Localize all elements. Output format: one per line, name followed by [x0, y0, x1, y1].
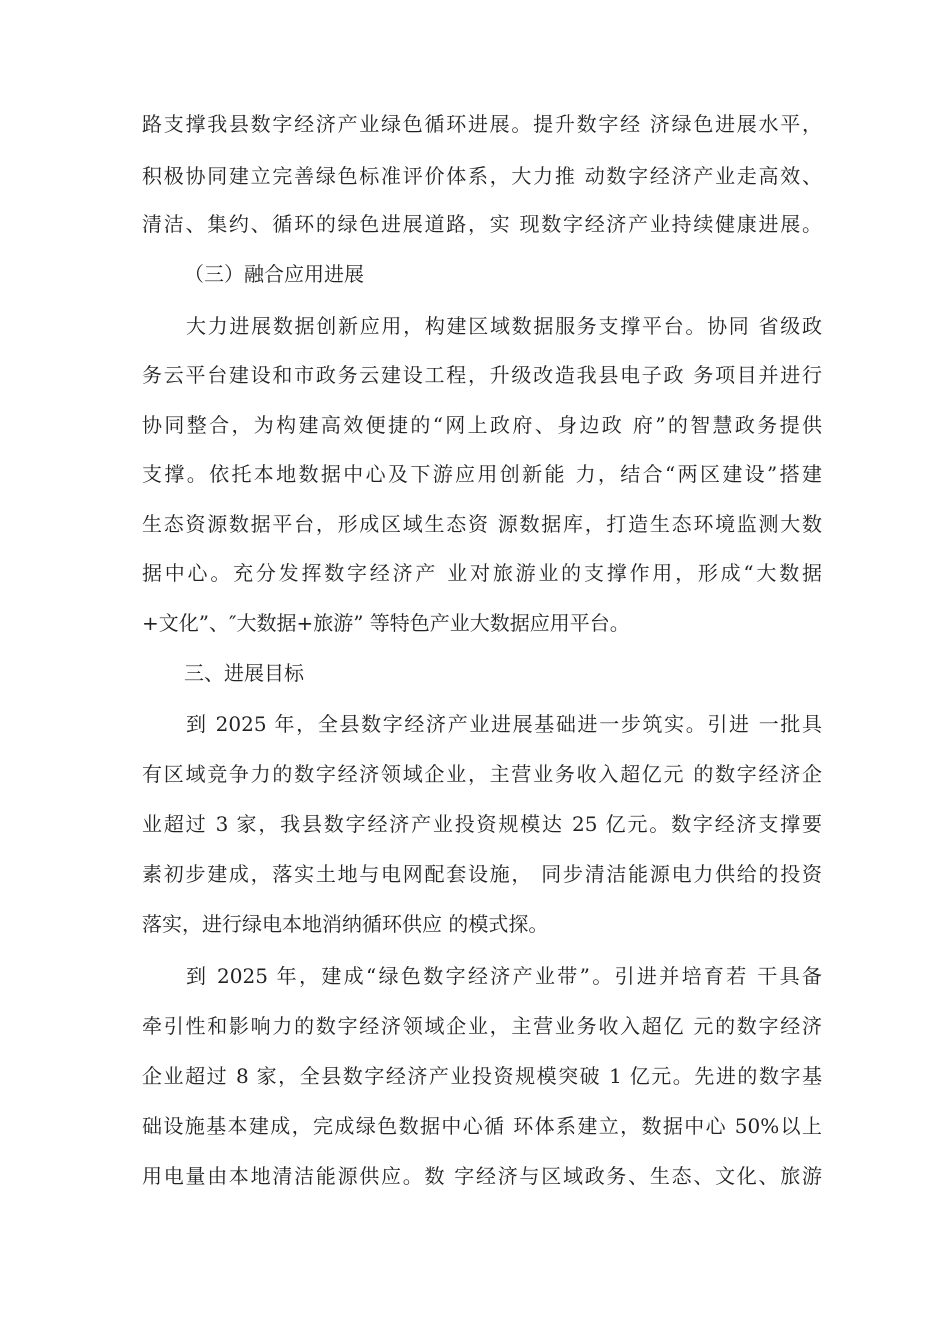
paragraph-line: 大力进展数据创新应用，构建区域数据服务支撑平台。协同 省级政: [186, 314, 822, 338]
paragraph-line: 积极协同建立完善绿色标准评价体系，大力推 动数字经济产业走高效、: [142, 164, 822, 188]
section-heading: 三、进展目标: [184, 661, 304, 685]
paragraph-line: 业超过 3 家，我县数字经济产业投资规模达 25 亿元。数字经济支撑要: [142, 812, 822, 836]
paragraph-line: 据中心。充分发挥数字经济产 业对旅游业的支撑作用，形成“大数据: [142, 561, 822, 585]
paragraph-line: 清洁、集约、循环的绿色进展道路，实 现数字经济产业持续健康进展。: [142, 212, 822, 236]
paragraph-line: 础设施基本建成，完成绿色数据中心循 环体系建立，数据中心 50%以上: [142, 1114, 822, 1138]
paragraph-line: 务云平台建设和市政务云建设工程，升级改造我县电子政 务项目并进行: [142, 363, 822, 387]
paragraph-line: 路支撑我县数字经济产业绿色循环进展。提升数字经 济绿色进展水平，: [142, 112, 822, 136]
paragraph-line: +文化”、″大数据+旅游” 等特色产业大数据应用平台。: [142, 611, 630, 635]
section-heading: （三）融合应用进展: [184, 262, 364, 286]
paragraph-line: 到 2025 年，全县数字经济产业进展基础进一步筑实。引进 一批具: [186, 712, 822, 736]
paragraph-line: 牵引性和影响力的数字经济领域企业，主营业务收入超亿 元的数字经济: [142, 1014, 822, 1038]
paragraph-line: 协同整合，为构建高效便捷的“网上政府、身边政 府”的智慧政务提供: [142, 413, 822, 437]
paragraph-line: 有区域竞争力的数字经济领域企业，主营业务收入超亿元 的数字经济企: [142, 762, 822, 786]
paragraph-line: 到 2025 年，建成“绿色数字经济产业带”。引进并培育若 干具备: [186, 964, 822, 988]
paragraph-line: 落实，进行绿电本地消纳循环供应 的模式探。: [142, 912, 549, 936]
paragraph-line: 素初步建成，落实土地与电网配套设施， 同步清洁能源电力供给的投资: [142, 862, 822, 886]
paragraph-line: 用电量由本地清洁能源供应。数 字经济与区域政务、生态、文化、旅游: [142, 1164, 822, 1188]
paragraph-line: 生态资源数据平台，形成区域生态资 源数据库，打造生态环境监测大数: [142, 512, 822, 536]
paragraph-line: 企业超过 8 家，全县数字经济产业投资规模突破 1 亿元。先进的数字基: [142, 1064, 822, 1088]
paragraph-line: 支撑。依托本地数据中心及下游应用创新能 力，结合“两区建设”搭建: [142, 462, 822, 486]
